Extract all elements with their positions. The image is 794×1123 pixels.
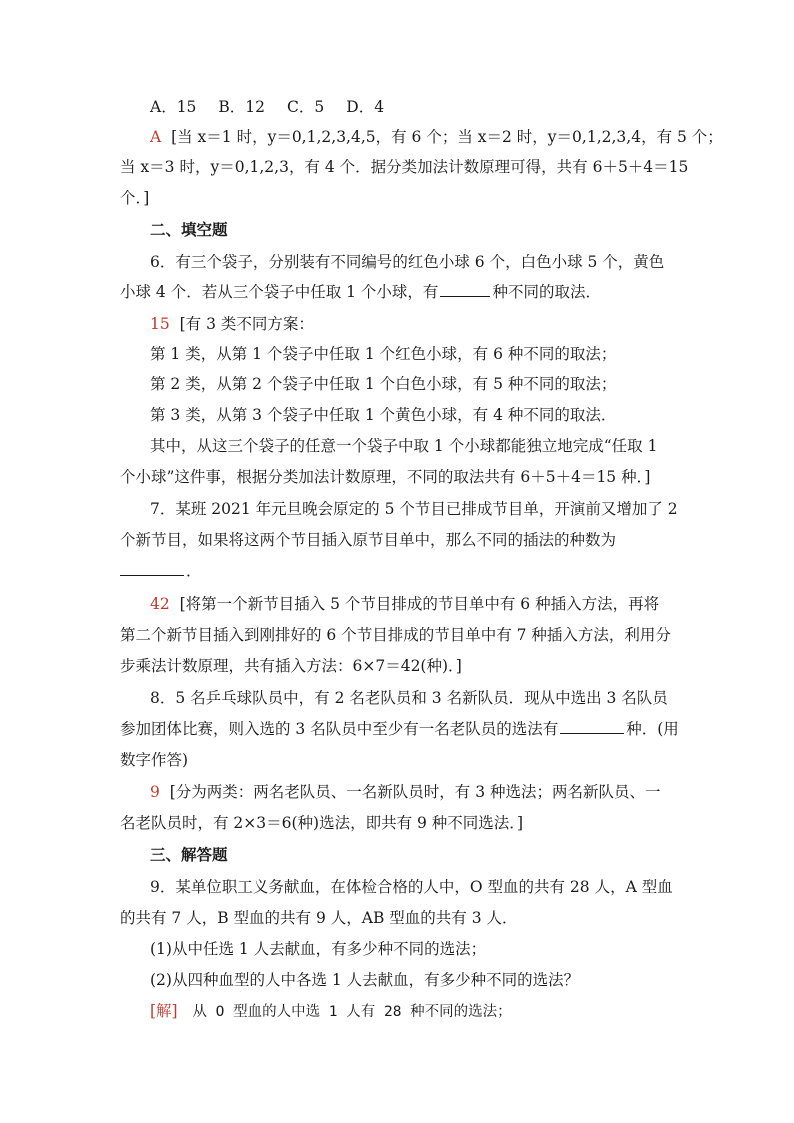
q5-option-d: D．4 [346,98,385,116]
q6-stem-line1: 6．有三个袋子，分别装有不同编号的红色小球 6 个，白色小球 5 个，黄色 [150,253,665,271]
q8-answer: 9 [150,783,160,801]
section-title-answer: 三、解答题 [150,845,228,864]
q7-stem-line1: 7．某班 2021 年元旦晚会原定的 5 个节目已排成节目单，开演前又增加了 2 [150,500,678,518]
q6-stem-line2: 小球 4 个．若从三个袋子中任取 1 个小球，有 种不同的取法． [120,283,601,301]
q7-solution-line2: 第二个新节目插入到刚排好的 6 个节目排成的节目单中有 7 种插入方法，利用分 [120,626,671,644]
q8-stem-line2: 参加团体比赛，则入选的 3 名队员中至少有一名老队员的选法有 种．(用 [120,720,679,738]
q7-stem-line2: 个新节目，如果将这两个节目插入原节目单中，那么不同的插法的种数为 [120,531,617,549]
q5-explanation-line1: A [当 x＝1 时，y＝0,1,2,3,4,5，有 6 个；当 x＝2 时，y＝0,1,2,3,4，有 5 个； [150,128,723,146]
q9-solution-label: [解] [150,1002,178,1020]
answer-blank [120,561,184,576]
q5-answer: A [150,128,162,146]
q5-option-b: B．12 [218,98,266,116]
q8-solution-line1: 9 [分为两类：两名老队员、一名新队员时，有 3 种选法；两名新队员、一 [150,783,661,801]
q8-stem-line1: 8．5 名乒乓球队员中，有 2 名老队员和 3 名新队员．现从中选出 3 名队员 [150,689,668,707]
q8-solution-line2: 名老队员时，有 2×3＝6(种)选法，即共有 9 种不同选法．] [120,814,524,832]
q6-solution-line6: 个小球”这件事，根据分类加法计数原理，不同的取法共有 6＋5＋4＝15 种．] [120,468,651,486]
q6-solution-case1: 第 1 类，从第 1 个袋子中任取 1 个红色小球，有 6 种不同的取法； [150,345,617,363]
q5-option-a: A．15 [150,98,197,116]
q6-answer: 15 [150,315,170,333]
q5-explanation-line2: 当 x＝3 时，y＝0,1,2,3，有 4 个．据分类加法计数原理可得，共有 6＋5＋4＝15 [120,158,689,176]
q9-stem-line1: 9．某单位职工义务献血，在体检合格的人中，O 型血的共有 28 人，A 型血 [150,878,673,896]
q9-stem-line2: 的共有 7 人，B 型血的共有 9 人，AB 型血的共有 3 人． [120,909,518,927]
q6-solution-line5: 其中，从这三个袋子的任意一个袋子中取 1 个小球都能独立地完成“任取 1 [150,437,658,455]
q5-options [150,97,406,117]
section-title-fill-blank: 二、填空题 [150,220,228,239]
answer-blank [440,282,490,297]
q5-option-c: C．5 [287,98,325,116]
q6-solution-intro: 15 [有 3 类不同方案： [150,315,314,333]
q7-solution-line3: 步乘法计数原理，共有插入方法：6×7＝42(种)．] [120,657,462,675]
q5-explanation-line3: 个．] [120,189,150,207]
q7-answer: 42 [150,595,170,613]
q9-subquestion-1: (1)从中任选 1 人去献血，有多少种不同的选法； [150,940,487,958]
q7-stem-line3: ． [120,561,202,581]
answer-blank [560,719,624,734]
q9-subquestion-2: (2)从四种血型的人中各选 1 人去献血，有多少种不同的选法？ [150,971,580,989]
q7-solution-line1: 42 [将第一个新节目插入 5 个节目排成的节目单中有 6 种插入方法，再将 [150,595,660,613]
q8-stem-line3: 数字作答) [120,751,189,769]
q6-solution-case3: 第 3 类，从第 3 个袋子中任取 1 个黄色小球，有 4 种不同的取法． [150,406,617,424]
q6-solution-case2: 第 2 类，从第 2 个袋子中任取 1 个白色小球，有 5 种不同的取法； [150,375,617,393]
q9-solution-line1: [解] 从 O 型血的人中选 1 人有 28 种不同的选法； [150,1002,512,1020]
